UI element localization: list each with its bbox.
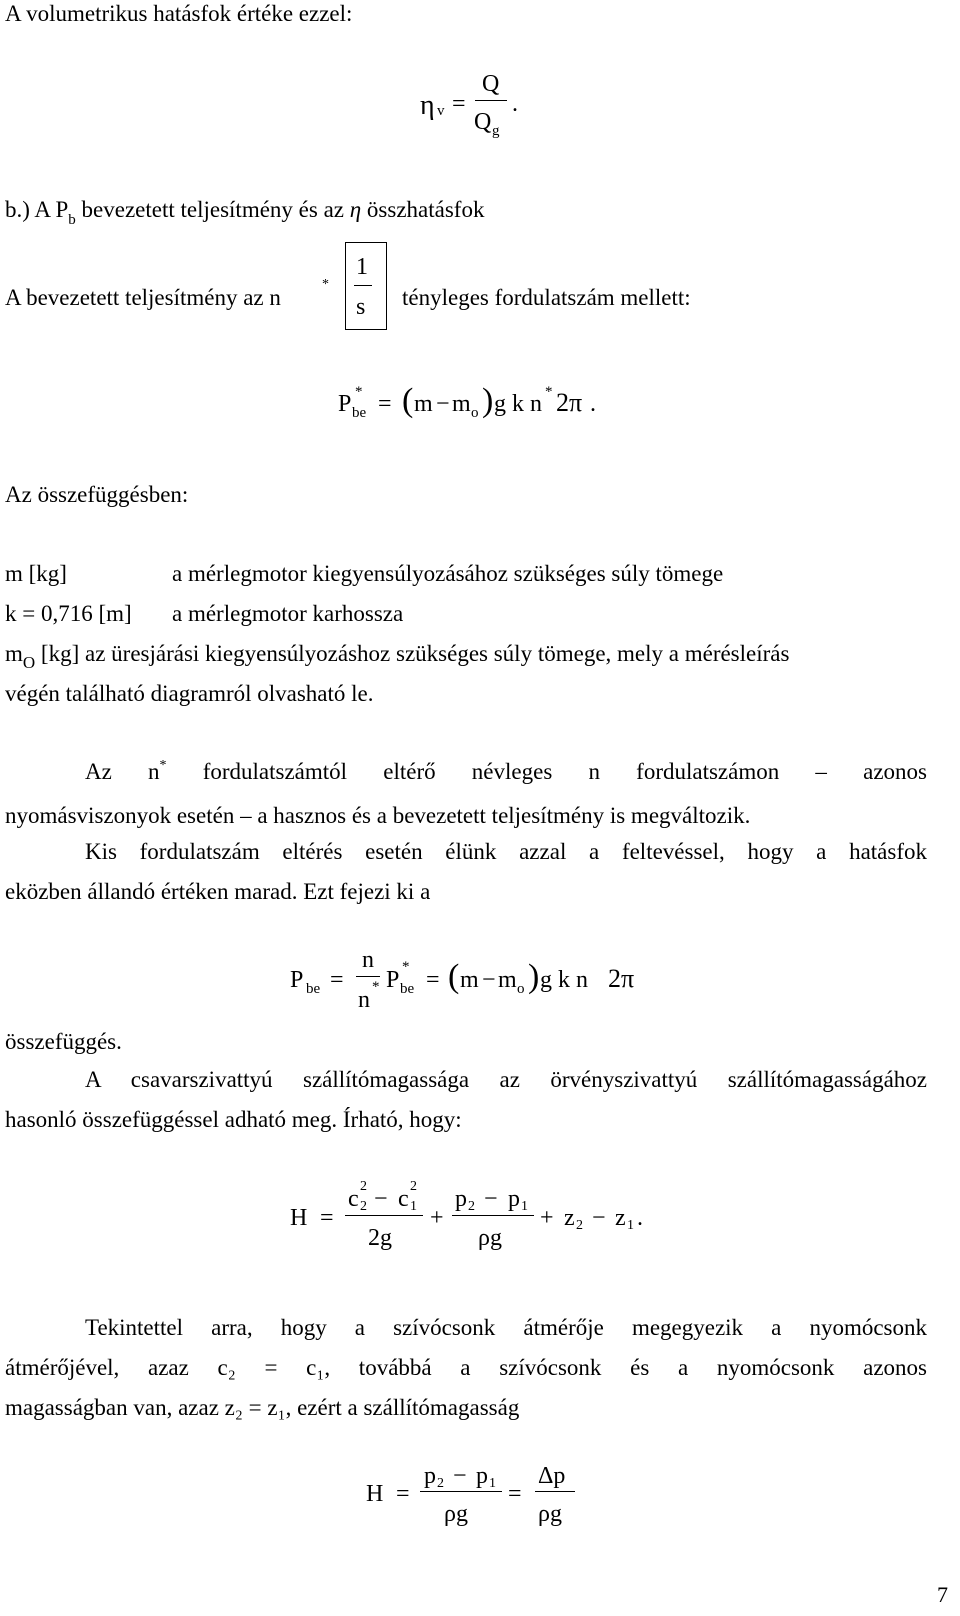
p2-subscript: 2 [437,1476,444,1491]
fraction1-bar [420,1491,502,1492]
equals-sign: = [452,91,466,117]
p-symbol: P [338,391,352,417]
fraction-numerator: n [362,947,374,973]
line-text-pre: A bevezetett teljesítmény az n [5,285,281,310]
fraction1-denominator: 2g [368,1225,392,1251]
right-paren: ) [528,958,540,995]
unit-fraction-bar [354,285,372,286]
legend-mo-line [5,641,790,672]
left-paren: ( [448,958,460,995]
legend-desc-k: a mérlegmotor karhossza [172,601,404,626]
p-symbol: P [290,967,304,993]
fraction-denominator: n [358,987,370,1013]
mo-subscript: o [517,981,525,997]
paragraph-1-line2: nyomásviszonyok esetén – a hasznos és a bevezetett teljesítmény is megváltozik. [5,803,751,828]
para1-text: fordulatszámtól eltérő névleges n fordulatszámon – azonos [166,759,927,784]
minus-sign: − [482,967,496,993]
paragraph-3 [5,1060,927,1140]
p-star-subscript: be [400,981,415,997]
intro-line: A volumetrikus hatásfok értéke ezzel: [5,1,353,26]
page-number: 7 [937,1582,948,1607]
paragraph-1 [5,752,927,836]
mo-subscript: O [22,653,36,672]
minus-sign: − [592,1205,606,1231]
fraction-bar [356,976,380,977]
star-superscript: * [322,277,329,292]
equals-sign: = [330,967,344,993]
p2-subscript: 2 [468,1199,475,1214]
c1-subscript: 1 [410,1199,417,1214]
two-pi: 2π [556,388,583,417]
equals-sign: = [320,1205,334,1231]
unit-denominator: s [356,294,366,320]
heading-text: b.) A P [5,197,69,222]
paragraph-1-line1 [5,752,927,796]
mo-subscript: o [471,405,479,421]
mo-symbol: m [498,967,517,993]
p1-subscript: 1 [521,1199,528,1214]
p1-subscript: 1 [489,1476,496,1491]
c1-superscript: 2 [410,1179,417,1194]
paragraph-4-line3: magasságban van, azaz z₂ = z₁, ezért a szállítómagasság [5,1395,520,1420]
fraction2-bar [452,1215,534,1216]
h-symbol: H [366,1481,384,1507]
z2-symbol: z [564,1205,575,1231]
p-star-symbol: P [386,967,400,993]
legend-mo-line2: végén található diagramról olvasható le. [5,681,374,706]
fraction-denominator: Q [474,109,492,135]
period: . [512,91,518,117]
fraction1-bar [345,1215,423,1216]
fraction1-denominator: ρg [444,1501,468,1527]
section-b-heading [5,197,485,228]
paragraph-2 [5,832,927,912]
p1-symbol: p [476,1463,488,1489]
c2-superscript: 2 [360,1179,367,1194]
n-superscript: * [545,384,553,400]
z1-subscript: 1 [627,1218,634,1233]
legend-heading: Az összefüggésben: [5,482,189,507]
plus-sign-2: + [540,1205,554,1231]
period: . [590,391,596,417]
fraction2-minus: − [484,1186,498,1212]
legend-desc-m: a mérlegmotor kiegyensúlyozásához szükséges súly tömege [172,561,724,586]
eta-subscript: v [437,103,445,119]
fraction2-denominator: ρg [538,1501,562,1527]
fraction1-minus: − [374,1186,388,1212]
z2-subscript: 2 [576,1218,583,1233]
p2-symbol: p [424,1463,436,1489]
fraction2-numerator: Δp [538,1463,566,1489]
para1-pre: Az n [85,759,160,784]
line-text-post: tényleges fordulatszám mellett: [402,285,691,310]
heading-subscript: b [68,212,76,228]
p-subscript: be [352,405,367,421]
g-k-n-terms: g k n [540,967,588,993]
eta-symbol: η [420,90,435,121]
paragraph-2-line1: Kis fordulatszám eltérés esetén élünk azzal a feltevéssel, hogy a hatásfok [85,839,927,864]
period: . [637,1205,643,1231]
equals-sign: = [396,1481,410,1507]
mo-symbol: m [452,391,471,417]
equals-sign-2: = [426,967,440,993]
heading-text-end: összhatásfok [361,197,485,222]
unit-numerator: 1 [356,254,368,280]
h-symbol: H [290,1205,308,1231]
osszefugges-text: összefüggés. [5,1029,122,1054]
numerator-minus: − [453,1463,467,1489]
paragraph-2-line2: eközben állandó értéken marad. Ezt fejezi ki a [5,879,431,904]
p1-symbol: p [508,1186,520,1212]
legend-symbol-k: k = 0,716 [m] [5,601,132,626]
mo-description: [kg] az üresjárási kiegyensúlyozáshoz szükséges súly tömege, mely a mérésleírás [35,641,790,666]
p-star-superscript: * [402,959,410,975]
m-symbol: m [414,391,433,417]
p-subscript: be [306,981,321,997]
c2-symbol: c [348,1186,359,1212]
minus-sign: − [436,391,450,417]
fraction2-denominator: ρg [478,1225,502,1251]
fraction2-bar [535,1491,575,1492]
legend-symbol-m: m [kg] [5,561,67,586]
mo-symbol: m [5,641,23,666]
right-paren: ) [482,382,494,419]
equals-sign-2: = [508,1481,522,1507]
two-pi: 2π [608,964,635,993]
paragraph-3-line2: hasonló összefüggéssel adható meg. Írható, hogy: [5,1107,462,1132]
heading-text-mid: bevezetett teljesítmény és az [75,197,350,222]
para1-star: * [159,758,167,773]
p2-symbol: p [455,1186,467,1212]
equals-sign: = [378,391,392,417]
eta-symbol: η [349,197,362,222]
paragraph-4 [5,1308,927,1428]
plus-sign-1: + [430,1205,444,1231]
paragraph-4-line2: átmérőjével, azaz c₂ = c₁, továbbá a szívócsonk és a nyomócsonk azonos [5,1355,927,1380]
paragraph-3-line1: A csavarszivattyú szállítómagassága az örvényszivattyú szállítómagasságához [85,1067,927,1092]
fraction-bar [475,100,507,101]
c1-symbol: c [398,1186,409,1212]
z1-symbol: z [615,1205,626,1231]
c2-subscript: 2 [360,1199,367,1214]
fraction-numerator: Q [482,71,500,97]
denominator-superscript: * [372,979,380,995]
m-symbol: m [460,967,479,993]
g-k-n-terms: g k n [494,391,542,417]
denominator-subscript: g [492,123,500,139]
left-paren: ( [402,382,414,419]
paragraph-4-line1: Tekintettel arra, hogy a szívócsonk átmérője megegyezik a nyomócsonk [85,1315,927,1340]
p-superscript: * [355,384,363,400]
